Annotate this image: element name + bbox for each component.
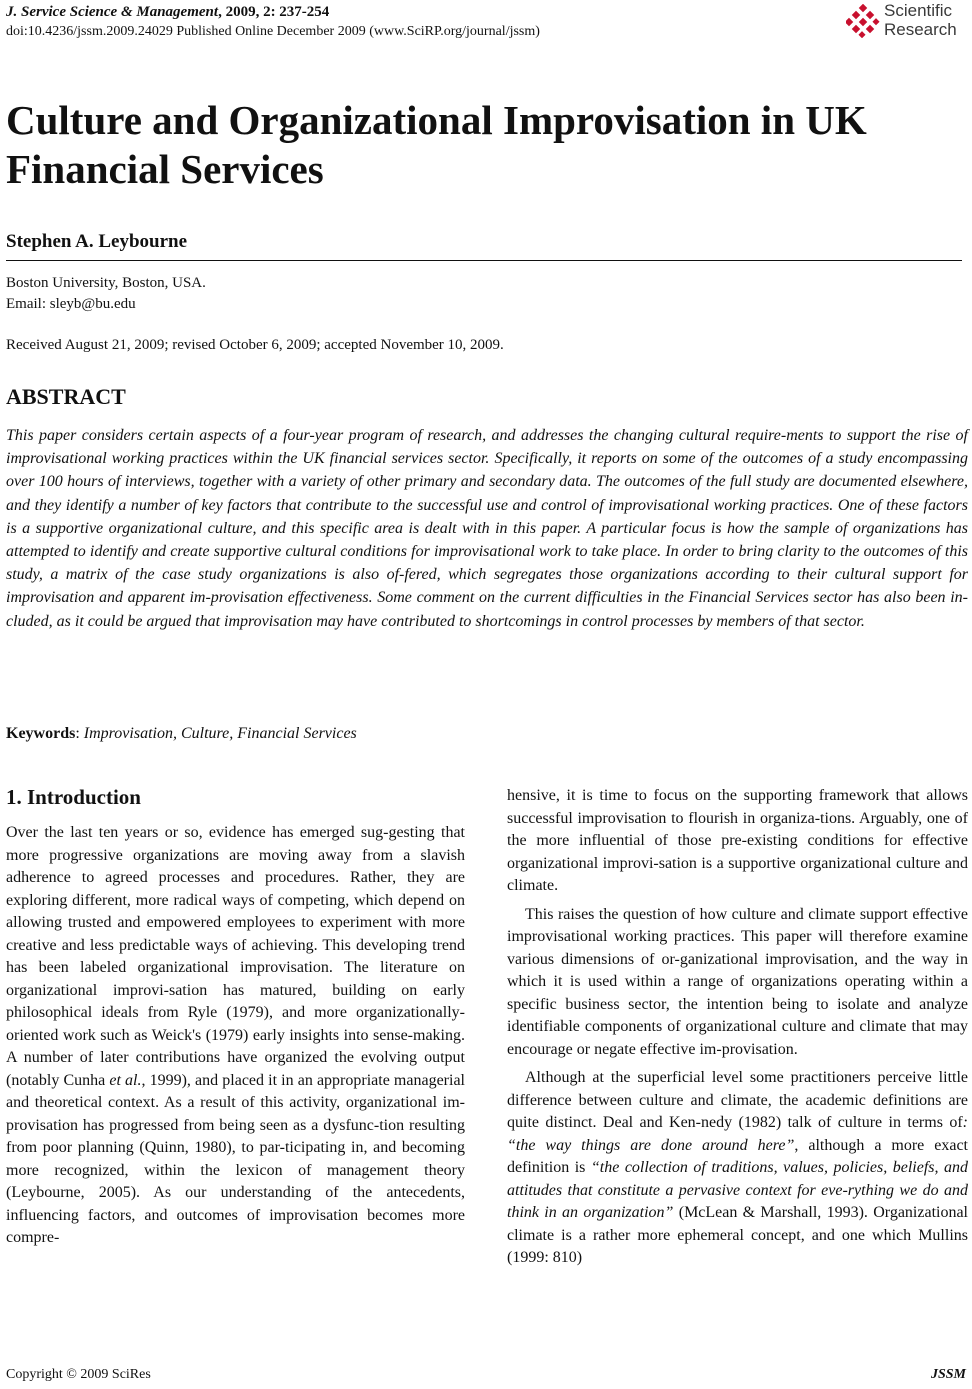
title-divider [6,260,962,261]
journal-name: J. Service Science & Management [6,4,219,20]
intro-p3-part-b: , although a more exact definition is [507,1136,969,1176]
intro-p1-etal: et al. [109,1071,142,1089]
body-column-left [6,822,465,1250]
abstract-text: This paper considers certain aspects of a four-year program of research, and addresses the changing cultural require-ments to support the rise of improvisational working practices within the UK financial services sector. Specifically, it reports on some of the outcomes of a study encompassing over 100 hours of interviews, together with a variety of other primary and secondary data. The outcomes of the full study are documented elsewhere, and they identify a number of key factors that contribute to the successful use and control of improvisational working practices. One of these factors is a supportive organizational culture, and this specific area is dealt with in this paper. A particular focus is how the sample of organizations has attempted to identify and create supportive cultural conditions for improvisational work to take place. In order to bring clarity to the outcomes of this study, a matrix of the case study organizations is also of-fered, which segregates those organizations according to their cultural support for improvisation and apparent im-provisation effectiveness. Some comment on the current difficulties in the Financial Services sector has also been in-cluded, as it could be argued that improvisation may have contributed to shortcomings in control processes by members of that sector. [6,427,968,630]
keywords-label: Keywords [6,725,76,742]
keywords-line [6,725,357,743]
footer-copyright: Copyright © 2009 SciRes [6,1367,151,1382]
intro-p3-quote-1: : “the way things are done around here” [507,1114,968,1154]
intro-p3-quote-2: “the collection of traditions, values, policies, beliefs, and attitudes that constitute a pervasive context for eve-rything we do and think in an organization” [507,1159,968,1221]
intro-p1-part-b: , 1999), and placed it in an appropriate managerial and theoretical context. As a result of this activity, organizational im-provisation has progressed from being seen as a dysfunc-tion resulting from poor planning (Quinn, 1980), to par-ticipating in, and becoming more recognized, within the lexicon of management theory (Leybourne, 2005). As our understanding of the antecedents, influencing factors, and outcomes of improvisation becomes more compre- [6,1071,465,1246]
intro-p3-part-a: Although at the superficial level some practitioners perceive little difference between culture and climate, the academic definitions are quite distinct. Deal and Ken-nedy (1982) talk of culture in terms of [507,1069,968,1131]
keywords-list: Improvisation, Culture, Financial Services [83,725,357,742]
section-heading-introduction: 1. Introduction [6,785,141,809]
intro-paragraph-1-continued: hensive, it is time to focus on the supporting framework that allows successful improvisation to flourish in organiza-tions. Arguably, one of the more influential of those pre-existing conditions for effective organizational improvi-sation is a supportive organizational culture and climate. [507,787,968,894]
author-email: Email: sleyb@bu.edu [6,296,136,312]
keywords-colon: : [75,725,84,742]
intro-paragraph-3 [507,1067,968,1270]
logo-line-1: Scientific [884,1,953,20]
publisher-logo [846,0,966,44]
abstract-heading: ABSTRACT [6,384,126,409]
doi-line: doi:10.4236/jssm.2009.24029 Published Online December 2009 (www.SciRP.org/journal/jssm) [6,24,540,39]
intro-p1-part-a: Over the last ten years or so, evidence has emerged sug-gesting that more progressive organizations are moving away from a slavish adherence to agreed processes and procedures. Rather, they are exploring different, more radical ways of competing, which depend on allowing trusted and empowered employees to experiment with more creative and less predictable ways of achieving. This developing trend has been labeled organizational improvisation. The literature on organizational improvi-sation has matured, building on early philosophical ideals from Ryle (1979), and more organizationally-oriented work such as Weick's (1979) early insights into sense-making. A number of later contributions have organized the evolving output (notably Cunha [6,824,465,1089]
paper-title: Culture and Organizational Improvisation in UK Financial Services [6,97,867,192]
author-name: Stephen A. Leybourne [6,231,188,252]
intro-paragraph-1 [6,822,465,1250]
journal-volume: , 2009, 2: 237-254 [218,4,330,20]
intro-p3-part-c: (McLean & Marshall, 1993). Organizational climate is a rather more ephemeral concept, and one which Mullins (1999: 810) [507,1204,969,1266]
affiliation-block [6,273,206,315]
footer-journal-abbr: JSSM [930,1367,966,1382]
logo-wordmark [884,1,957,39]
received-dates: Received August 21, 2009; revised October 6, 2009; accepted November 10, 2009. [6,337,504,353]
journal-citation [6,4,329,21]
body-column-right [507,785,968,1270]
intro-paragraph-2: This raises the question of how culture and climate support effective improvisational working practices. This paper will therefore examine various dimensions of or-ganizational improvisation, and the way in which it is used within a range of organizations operating within a specific business sector, the intention being to isolate and analyze identifiable components of organizational culture and climate that may encourage or negate effective im-provisation. [507,905,968,1058]
logo-line-2: Research [884,20,957,39]
affiliation: Boston University, Boston, USA. [6,275,206,291]
scientific-research-logo-icon [846,4,880,38]
